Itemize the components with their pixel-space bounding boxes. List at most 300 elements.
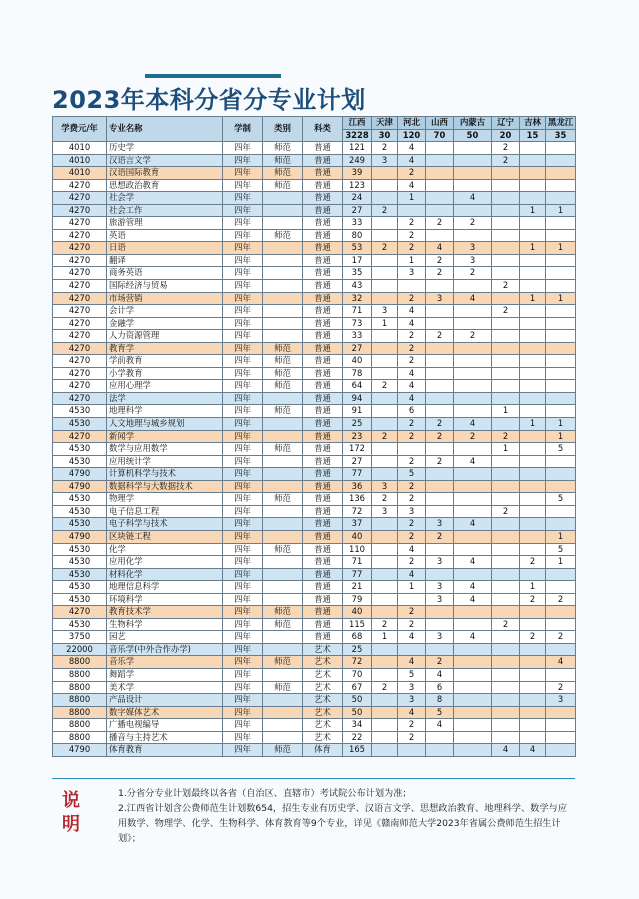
cell-quota-6: [520, 543, 546, 556]
header-discipline: 科类: [303, 117, 343, 142]
cell-quota-6: [520, 254, 546, 267]
cell-quota-5: [492, 167, 520, 180]
cell-quota-6: [520, 493, 546, 506]
cell-category: 师范: [263, 493, 303, 506]
cell-fee: 4270: [53, 267, 107, 280]
header-years: 学制: [223, 117, 263, 142]
cell-quota-4: 2: [454, 217, 492, 230]
cell-major: 数据科学与大数据技术: [107, 480, 223, 493]
cell-category: 师范: [263, 142, 303, 155]
cell-quota-1: 3: [372, 305, 398, 318]
cell-quota-3: 4: [426, 719, 454, 732]
cell-discipline: 普通: [303, 179, 343, 192]
cell-quota-0: 36: [343, 480, 372, 493]
cell-quota-5: [492, 267, 520, 280]
cell-category: [263, 556, 303, 569]
cell-quota-4: [454, 280, 492, 293]
cell-discipline: 普通: [303, 593, 343, 606]
cell-quota-6: 1: [520, 581, 546, 594]
cell-quota-2: 3: [398, 267, 426, 280]
cell-quota-5: 2: [492, 154, 520, 167]
cell-fee: 4530: [53, 455, 107, 468]
cell-quota-6: 1: [520, 204, 546, 217]
cell-quota-5: [492, 643, 520, 656]
cell-quota-5: [492, 706, 520, 719]
table-row: [53, 305, 576, 318]
cell-quota-7: [546, 719, 576, 732]
cell-quota-1: [372, 229, 398, 242]
cell-quota-0: 80: [343, 229, 372, 242]
cell-quota-6: [520, 606, 546, 619]
cell-major: 翻译: [107, 254, 223, 267]
cell-quota-7: [546, 192, 576, 205]
table-row: [53, 643, 576, 656]
notes-section: [52, 783, 575, 853]
cell-quota-3: [426, 342, 454, 355]
table-row: [53, 405, 576, 418]
cell-quota-5: [492, 217, 520, 230]
cell-quota-5: [492, 681, 520, 694]
cell-fee: 4790: [53, 468, 107, 481]
cell-fee: 4270: [53, 330, 107, 343]
cell-quota-7: [546, 706, 576, 719]
cell-quota-7: [546, 330, 576, 343]
cell-major: 法学: [107, 392, 223, 405]
table-row: [53, 317, 576, 330]
cell-quota-0: 77: [343, 468, 372, 481]
cell-quota-7: 3: [546, 694, 576, 707]
table-row: [53, 330, 576, 343]
cell-category: [263, 267, 303, 280]
cell-quota-1: 2: [372, 618, 398, 631]
cell-quota-5: [492, 355, 520, 368]
cell-quota-4: 4: [454, 518, 492, 531]
cell-years: 四年: [223, 556, 263, 569]
cell-quota-4: [454, 493, 492, 506]
table-row: [53, 167, 576, 180]
cell-fee: 4530: [53, 556, 107, 569]
table-row: [53, 681, 576, 694]
cell-discipline: 体育: [303, 744, 343, 757]
cell-quota-1: [372, 694, 398, 707]
cell-discipline: 普通: [303, 292, 343, 305]
cell-fee: 4270: [53, 606, 107, 619]
cell-quota-0: 35: [343, 267, 372, 280]
cell-quota-5: [492, 204, 520, 217]
cell-major: 区块链工程: [107, 530, 223, 543]
total-province-6: 15: [520, 129, 546, 142]
cell-fee: 4270: [53, 355, 107, 368]
table-row: [53, 292, 576, 305]
cell-quota-5: [492, 455, 520, 468]
cell-years: 四年: [223, 530, 263, 543]
table-row: [53, 392, 576, 405]
cell-quota-7: [546, 267, 576, 280]
cell-quota-3: [426, 355, 454, 368]
cell-years: 四年: [223, 405, 263, 418]
cell-fee: 4530: [53, 568, 107, 581]
cell-quota-1: [372, 267, 398, 280]
cell-quota-5: [492, 543, 520, 556]
cell-quota-5: [492, 254, 520, 267]
cell-fee: 4530: [53, 618, 107, 631]
cell-quota-1: [372, 706, 398, 719]
cell-quota-3: 2: [426, 455, 454, 468]
header-province-4: 内蒙古: [454, 117, 492, 130]
cell-category: 师范: [263, 367, 303, 380]
cell-quota-4: 2: [454, 330, 492, 343]
cell-quota-3: [426, 568, 454, 581]
cell-fee: 4530: [53, 581, 107, 594]
cell-major: 化学: [107, 543, 223, 556]
cell-fee: 4530: [53, 493, 107, 506]
cell-category: [263, 418, 303, 431]
cell-quota-5: [492, 342, 520, 355]
cell-quota-1: [372, 217, 398, 230]
cell-quota-4: 3: [454, 242, 492, 255]
cell-quota-3: 2: [426, 418, 454, 431]
cell-quota-1: 2: [372, 204, 398, 217]
cell-years: 四年: [223, 568, 263, 581]
cell-quota-6: [520, 455, 546, 468]
cell-category: 师范: [263, 167, 303, 180]
cell-quota-5: 2: [492, 280, 520, 293]
cell-quota-7: [546, 342, 576, 355]
cell-quota-2: 4: [398, 543, 426, 556]
table-row: [53, 154, 576, 167]
cell-discipline: 普通: [303, 380, 343, 393]
cell-fee: 4790: [53, 480, 107, 493]
cell-quota-6: 1: [520, 418, 546, 431]
cell-quota-2: 2: [398, 292, 426, 305]
header-major: 专业名称: [107, 117, 223, 142]
cell-fee: 8800: [53, 656, 107, 669]
cell-category: 师范: [263, 405, 303, 418]
cell-quota-5: [492, 468, 520, 481]
cell-category: [263, 530, 303, 543]
cell-quota-7: [546, 179, 576, 192]
cell-quota-2: 4: [398, 631, 426, 644]
cell-discipline: 普通: [303, 154, 343, 167]
cell-years: 四年: [223, 292, 263, 305]
cell-quota-5: [492, 480, 520, 493]
cell-quota-0: 249: [343, 154, 372, 167]
cell-quota-1: [372, 192, 398, 205]
cell-quota-1: 3: [372, 480, 398, 493]
cell-major: 应用统计学: [107, 455, 223, 468]
cell-quota-2: [398, 280, 426, 293]
cell-quota-0: 110: [343, 543, 372, 556]
cell-fee: 8800: [53, 706, 107, 719]
cell-fee: 8800: [53, 681, 107, 694]
cell-quota-4: 2: [454, 267, 492, 280]
cell-quota-3: [426, 392, 454, 405]
cell-quota-1: [372, 367, 398, 380]
cell-years: 四年: [223, 229, 263, 242]
cell-discipline: 普通: [303, 192, 343, 205]
table-row: [53, 142, 576, 155]
cell-quota-2: 2: [398, 330, 426, 343]
cell-quota-7: [546, 581, 576, 594]
cell-quota-2: 5: [398, 668, 426, 681]
cell-category: [263, 192, 303, 205]
page-title: 2023年本科分省分专业计划: [52, 86, 366, 114]
cell-quota-2: 2: [398, 480, 426, 493]
cell-quota-5: [492, 418, 520, 431]
cell-quota-4: [454, 681, 492, 694]
cell-discipline: 普通: [303, 480, 343, 493]
cell-quota-4: [454, 367, 492, 380]
table-row: [53, 593, 576, 606]
cell-quota-6: [520, 267, 546, 280]
table-row: [53, 618, 576, 631]
cell-years: 四年: [223, 719, 263, 732]
cell-quota-2: [398, 204, 426, 217]
cell-quota-7: [546, 355, 576, 368]
cell-quota-7: [546, 154, 576, 167]
cell-quota-4: [454, 154, 492, 167]
cell-quota-4: [454, 706, 492, 719]
cell-quota-3: [426, 154, 454, 167]
cell-quota-6: [520, 355, 546, 368]
cell-discipline: 艺术: [303, 694, 343, 707]
cell-quota-2: 4: [398, 367, 426, 380]
table-row: [53, 543, 576, 556]
cell-quota-6: [520, 367, 546, 380]
cell-quota-6: [520, 305, 546, 318]
cell-quota-1: 1: [372, 631, 398, 644]
cell-category: [263, 731, 303, 744]
cell-quota-2: 4: [398, 392, 426, 405]
cell-quota-7: [546, 568, 576, 581]
cell-quota-3: 8: [426, 694, 454, 707]
total-province-2: 120: [398, 129, 426, 142]
cell-quota-2: 2: [398, 418, 426, 431]
cell-quota-4: 4: [454, 192, 492, 205]
cell-quota-3: 3: [426, 518, 454, 531]
cell-major: 园艺: [107, 631, 223, 644]
cell-quota-3: 2: [426, 254, 454, 267]
cell-quota-2: [398, 643, 426, 656]
cell-discipline: 普通: [303, 518, 343, 531]
cell-years: 四年: [223, 668, 263, 681]
cell-fee: 4790: [53, 744, 107, 757]
cell-quota-3: [426, 468, 454, 481]
cell-quota-4: 4: [454, 581, 492, 594]
cell-quota-5: 1: [492, 443, 520, 456]
cell-quota-0: 77: [343, 568, 372, 581]
cell-quota-4: [454, 731, 492, 744]
cell-quota-2: 2: [398, 556, 426, 569]
cell-quota-4: [454, 443, 492, 456]
cell-quota-3: [426, 443, 454, 456]
cell-category: [263, 568, 303, 581]
cell-quota-1: 2: [372, 493, 398, 506]
cell-quota-4: 3: [454, 254, 492, 267]
cell-quota-5: [492, 380, 520, 393]
cell-quota-2: [398, 593, 426, 606]
cell-discipline: 普通: [303, 305, 343, 318]
cell-quota-4: [454, 392, 492, 405]
cell-years: 四年: [223, 606, 263, 619]
cell-category: [263, 706, 303, 719]
plan-table-container: [52, 116, 575, 757]
table-row: [53, 631, 576, 644]
cell-discipline: 普通: [303, 455, 343, 468]
cell-quota-1: [372, 405, 398, 418]
cell-quota-0: 91: [343, 405, 372, 418]
cell-years: 四年: [223, 179, 263, 192]
cell-quota-1: [372, 342, 398, 355]
cell-years: 四年: [223, 254, 263, 267]
table-row: [53, 668, 576, 681]
cell-quota-3: [426, 480, 454, 493]
cell-quota-1: 2: [372, 380, 398, 393]
cell-category: [263, 242, 303, 255]
cell-major: 社会工作: [107, 204, 223, 217]
table-row: [53, 418, 576, 431]
cell-major: 音乐学: [107, 656, 223, 669]
cell-category: [263, 392, 303, 405]
cell-category: [263, 217, 303, 230]
cell-quota-7: 2: [546, 681, 576, 694]
cell-quota-3: [426, 367, 454, 380]
cell-quota-2: 3: [398, 681, 426, 694]
cell-quota-6: [520, 330, 546, 343]
cell-quota-3: [426, 179, 454, 192]
cell-major: 思想政治教育: [107, 179, 223, 192]
notes-divider: [52, 778, 575, 779]
cell-years: 四年: [223, 217, 263, 230]
cell-quota-5: [492, 668, 520, 681]
cell-quota-4: [454, 317, 492, 330]
cell-quota-1: [372, 355, 398, 368]
table-row: [53, 706, 576, 719]
cell-quota-7: [546, 380, 576, 393]
cell-quota-3: [426, 643, 454, 656]
cell-quota-1: [372, 656, 398, 669]
cell-quota-0: 21: [343, 581, 372, 594]
cell-quota-0: 40: [343, 355, 372, 368]
cell-quota-5: [492, 292, 520, 305]
cell-quota-3: [426, 405, 454, 418]
plan-table-body: [53, 142, 576, 757]
cell-quota-1: [372, 468, 398, 481]
header-province-7: 黑龙江: [546, 117, 576, 130]
cell-years: 四年: [223, 744, 263, 757]
cell-fee: 4010: [53, 167, 107, 180]
cell-quota-5: [492, 330, 520, 343]
title-accent-bar: [145, 74, 281, 78]
plan-table: [52, 116, 576, 757]
cell-quota-4: [454, 668, 492, 681]
notes-label: 说明: [62, 790, 80, 835]
cell-quota-1: [372, 455, 398, 468]
cell-category: 师范: [263, 154, 303, 167]
cell-quota-6: 1: [520, 292, 546, 305]
cell-quota-7: [546, 167, 576, 180]
cell-major: 新闻学: [107, 430, 223, 443]
cell-quota-6: [520, 154, 546, 167]
total-province-7: 35: [546, 129, 576, 142]
cell-quota-6: [520, 656, 546, 669]
cell-fee: 8800: [53, 668, 107, 681]
cell-category: [263, 593, 303, 606]
cell-quota-7: [546, 618, 576, 631]
table-row: [53, 455, 576, 468]
header-province-1: 天津: [372, 117, 398, 130]
cell-fee: 4270: [53, 179, 107, 192]
table-row: [53, 267, 576, 280]
table-row: [53, 380, 576, 393]
cell-category: 师范: [263, 656, 303, 669]
cell-discipline: 普通: [303, 330, 343, 343]
cell-quota-1: 2: [372, 242, 398, 255]
cell-years: 四年: [223, 468, 263, 481]
cell-fee: 4270: [53, 430, 107, 443]
cell-quota-7: 1: [546, 418, 576, 431]
cell-quota-3: [426, 142, 454, 155]
cell-quota-0: 70: [343, 668, 372, 681]
note-item-1: 1.分省分专业计划最终以各省（自治区、直辖市）考试院公布计划为准；: [118, 788, 412, 799]
cell-quota-0: 27: [343, 342, 372, 355]
cell-quota-0: 22: [343, 731, 372, 744]
cell-quota-4: [454, 530, 492, 543]
cell-major: 美术学: [107, 681, 223, 694]
cell-category: 师范: [263, 443, 303, 456]
cell-category: [263, 480, 303, 493]
cell-quota-2: 6: [398, 405, 426, 418]
cell-quota-7: [546, 142, 576, 155]
cell-quota-6: [520, 405, 546, 418]
cell-quota-3: 2: [426, 656, 454, 669]
cell-major: 汉语言文学: [107, 154, 223, 167]
cell-quota-1: [372, 606, 398, 619]
cell-quota-4: [454, 355, 492, 368]
cell-discipline: 普通: [303, 229, 343, 242]
cell-quota-0: 64: [343, 380, 372, 393]
cell-quota-7: 2: [546, 593, 576, 606]
cell-category: [263, 643, 303, 656]
cell-category: [263, 292, 303, 305]
cell-fee: 4270: [53, 292, 107, 305]
cell-quota-4: [454, 142, 492, 155]
cell-quota-5: [492, 530, 520, 543]
cell-quota-7: 5: [546, 493, 576, 506]
cell-major: 音乐学(中外合作办学): [107, 643, 223, 656]
table-row: [53, 367, 576, 380]
cell-category: [263, 204, 303, 217]
cell-fee: 4270: [53, 342, 107, 355]
cell-years: 四年: [223, 681, 263, 694]
table-row: [53, 443, 576, 456]
cell-quota-6: [520, 380, 546, 393]
cell-category: [263, 254, 303, 267]
cell-quota-5: [492, 317, 520, 330]
cell-quota-2: 2: [398, 242, 426, 255]
cell-quota-5: [492, 242, 520, 255]
cell-years: 四年: [223, 493, 263, 506]
cell-quota-7: [546, 505, 576, 518]
cell-quota-3: 3: [426, 593, 454, 606]
cell-quota-0: 172: [343, 443, 372, 456]
cell-major: 国际经济与贸易: [107, 280, 223, 293]
cell-category: [263, 280, 303, 293]
cell-fee: 4010: [53, 142, 107, 155]
cell-quota-0: 71: [343, 305, 372, 318]
cell-quota-1: [372, 179, 398, 192]
cell-quota-0: 94: [343, 392, 372, 405]
